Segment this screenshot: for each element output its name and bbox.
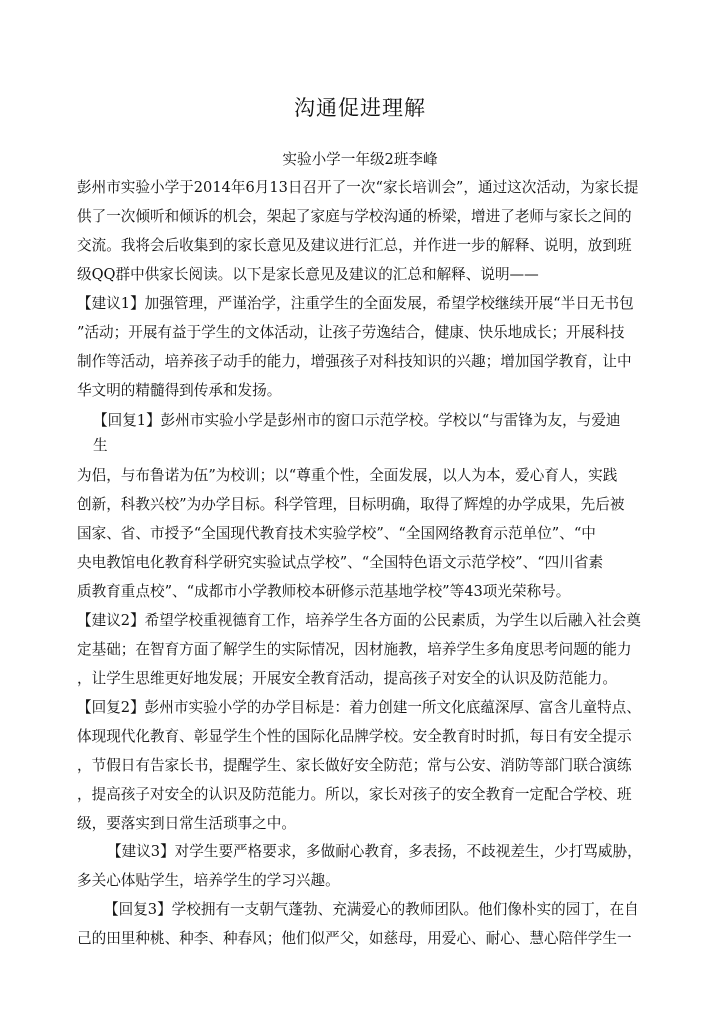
body-line: ，提高孩子对安全的认识及防范能力。所以，家长对孩子的安全教育一定配合学校、班 (77, 786, 632, 803)
body-line: 央电教馆电化教育科学研究实验试点学校”、“全国特色语文示范学校”、“四川省素 (77, 554, 604, 571)
body-line: 为侣，与布鲁诺为伍”为校训；以“尊重个性，全面发展，以人为本，爱心育人，实践 (77, 467, 618, 484)
body-line: 【回复2】彭州市实验小学的办学目标是：着力创建一所文化底蕴深厚、富含儿童特点、 (77, 699, 641, 716)
body-line: 【回复1】彭州市实验小学是彭州市的窗口示范学校。学校以“与雷锋为友，与爱迪 (93, 412, 621, 429)
body-line: 国家、省、市授予“全国现代教育技术实验学校”、“全国网络教育示范单位”、“中 (77, 525, 596, 542)
document-title: 沟通促进理解 (294, 96, 426, 120)
body-line: 彭州市实验小学于2014年6月13日召开了一次“家长培训会”，通过这次活动，为家长提 (77, 179, 639, 196)
body-line: 供了一次倾听和倾诉的机会，架起了家庭与学校沟通的桥梁，增进了老师与家长之间的 (77, 208, 632, 225)
body-line: 华文明的精髓得到传承和发扬。 (77, 382, 282, 399)
body-line: 己的田里种桃、种李、种春风；他们似严父，如慈母，用爱心、耐心、慧心陪伴学生一 (77, 930, 632, 947)
body-line: 定基础；在智育方面了解学生的实际情况，因材施教，培养学生多角度思考问题的能力 (77, 641, 632, 658)
body-line: 多关心体贴学生，培养学生的学习兴趣。 (77, 872, 340, 889)
body-line: ”活动；开展有益于学生的文体活动，让孩子劳逸结合，健康、快乐地成长；开展科技 (77, 324, 625, 341)
body-line: 交流。我将会后收集到的家长意见及建议进行汇总，并作进一步的解释、说明，放到班 (77, 237, 632, 254)
body-line: 级QQ群中供家长阅读。以下是家长意见及建议的汇总和解释、说明—— (77, 266, 539, 283)
body-line: 【建议3】对学生要严格要求，多做耐心教育，多表扬，不歧视差生，少打骂威胁， (107, 843, 642, 860)
body-line: ，节假日有告家长书，提醒学生、家长做好安全防范；常与公安、消防等部门联合演练 (77, 757, 632, 774)
body-line: 生 (93, 437, 108, 454)
author-line: 实验小学一年级2班李峰 (282, 151, 438, 168)
body-line: 体现现代化教育、彰显学生个性的国际化品牌学校。安全教育时时抓，每日有安全提示 (77, 728, 632, 745)
body-line: ，让学生思维更好地发展；开展安全教育活动，提高孩子对安全的认识及防范能力。 (77, 670, 617, 687)
body-line: 级，要落实到日常生活琐事之中。 (77, 815, 296, 832)
body-line: 质教育重点校”、“成都市小学教师校本研修示范基地学校”等43项光荣称号。 (77, 583, 571, 600)
body-line: 创新，科教兴校”为办学目标。科学管理，目标明确，取得了辉煌的办学成果，先后被 (77, 496, 625, 513)
body-line: 【回复3】学校拥有一支朝气蓬勃、充满爱心的教师团队。他们像朴实的园丁，在自 (104, 901, 639, 918)
body-line: 【建议2】希望学校重视德育工作，培养学生各方面的公民素质，为学生以后融入社会奠 (77, 612, 641, 629)
body-line: 制作等活动，培养孩子动手的能力，增强孩子对科技知识的兴趣；增加国学教育，让中 (77, 353, 632, 370)
body-line: 【建议1】加强管理，严谨治学，注重学生的全面发展，希望学校继续开展“半日无书包 (77, 295, 634, 312)
